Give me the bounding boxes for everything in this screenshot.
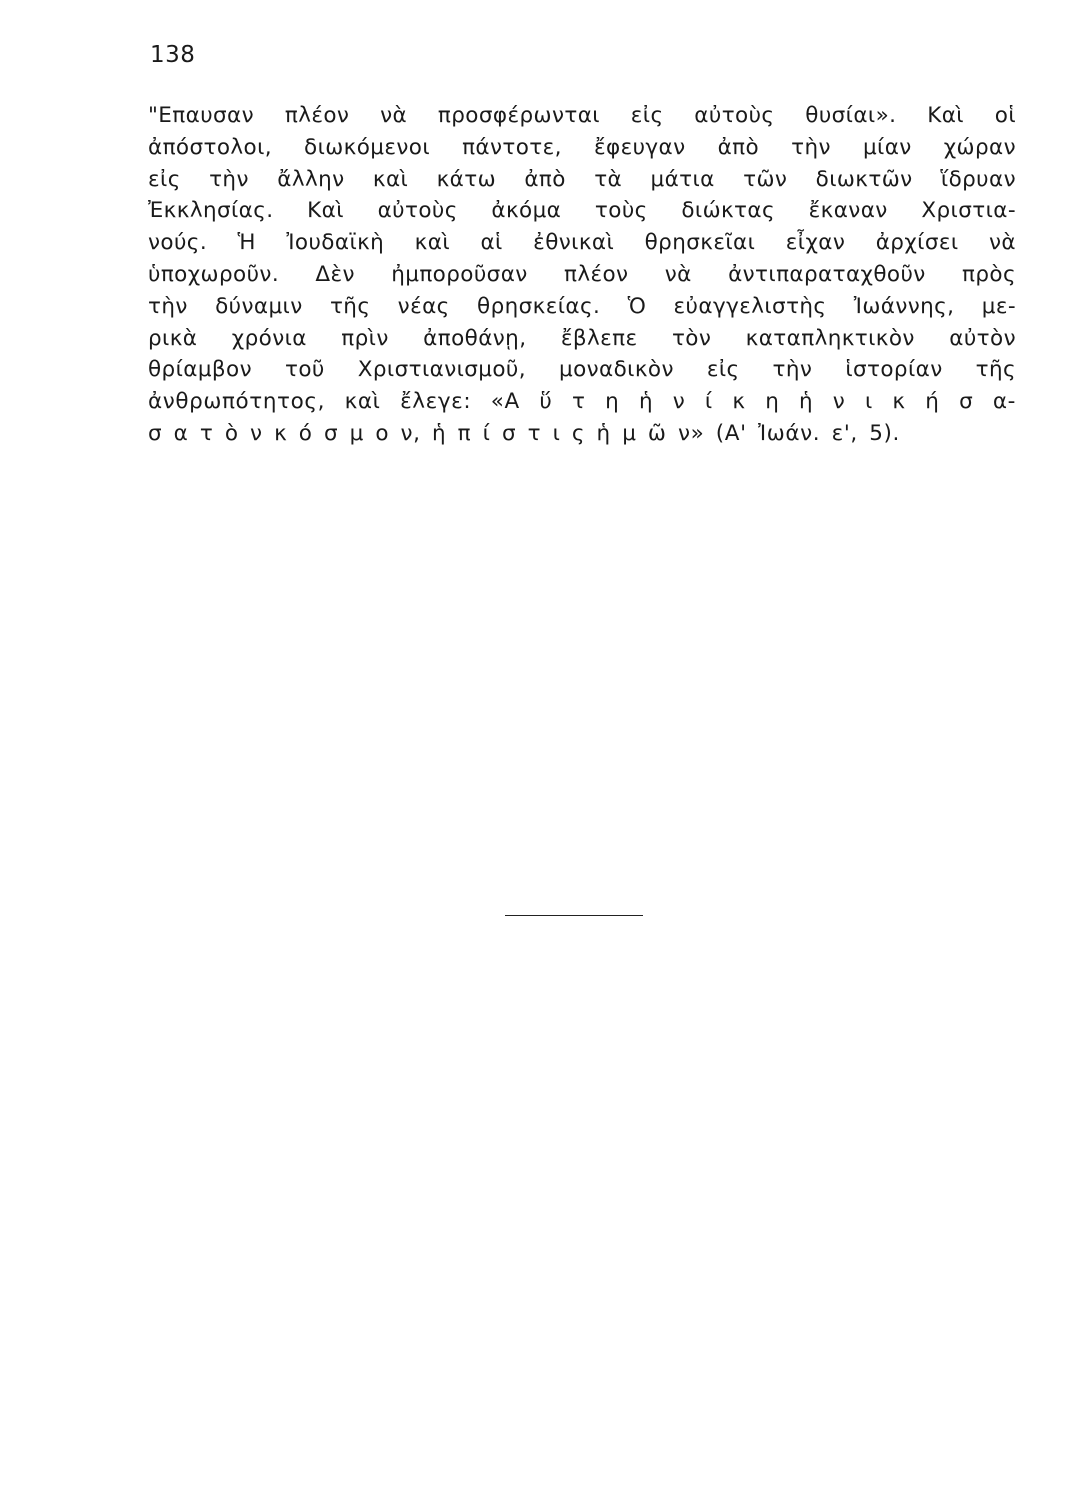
text-line: εἰς τὴν ἄλλην καὶ κάτω ἀπὸ τὰ μάτια τῶν διωκτῶν ἵδρυαν bbox=[148, 166, 1016, 192]
text-line: νούς. Ἡ Ἰουδαϊκὴ καὶ αἱ ἐθνικαὶ θρησκεῖαι εἶχαν ἀρχίσει νὰ bbox=[148, 230, 1016, 256]
text-line: ἀπόστολοι, διωκόμενοι πάντοτε, ἔφευγαν ἀπὸ τὴν μίαν χώραν bbox=[148, 134, 1016, 160]
body-text bbox=[148, 100, 1016, 450]
text-line: τὴν δύναμιν τῆς νέας θρησκείας. Ὁ εὐαγγελιστὴς Ἰωάννης, με- bbox=[148, 293, 1016, 319]
page-number: 138 bbox=[150, 42, 196, 68]
text-line: ρικὰ χρόνια πρὶν ἀποθάνῃ, ἔβλεπε τὸν καταπληκτικὸν αὐτὸν bbox=[148, 325, 1016, 351]
section-divider bbox=[505, 915, 643, 916]
text-line: Ἐκκλησίας. Καὶ αὐτοὺς ἀκόμα τοὺς διώκτας ἔκαναν Χριστια- bbox=[148, 198, 1016, 224]
text-line: σ α τ ὸ ν κ ό σ μ ο ν, ἡ π ί σ τ ι ς ἡ μ ῶ ν» (Α' Ἰωάν. ε', 5). bbox=[148, 420, 900, 446]
text-line: θρίαμβον τοῦ Χριστιανισμοῦ, μοναδικὸν εἰς τὴν ἱστορίαν τῆς bbox=[148, 357, 1016, 383]
text-line: ἀνθρωπότητος, καὶ ἔλεγε: «Α ὕ τ η ἡ ν ί κ η ἡ ν ι κ ή σ α- bbox=[148, 389, 1016, 415]
text-line: "Επαυσαν πλέον νὰ προσφέρωνται εἰς αὐτοὺς θυσίαι». Καὶ οἱ bbox=[148, 103, 1016, 128]
text-line: ὑποχωροῦν. Δὲν ἠμποροῦσαν πλέον νὰ ἀντιπαραταχθοῦν πρὸς bbox=[148, 261, 1016, 287]
